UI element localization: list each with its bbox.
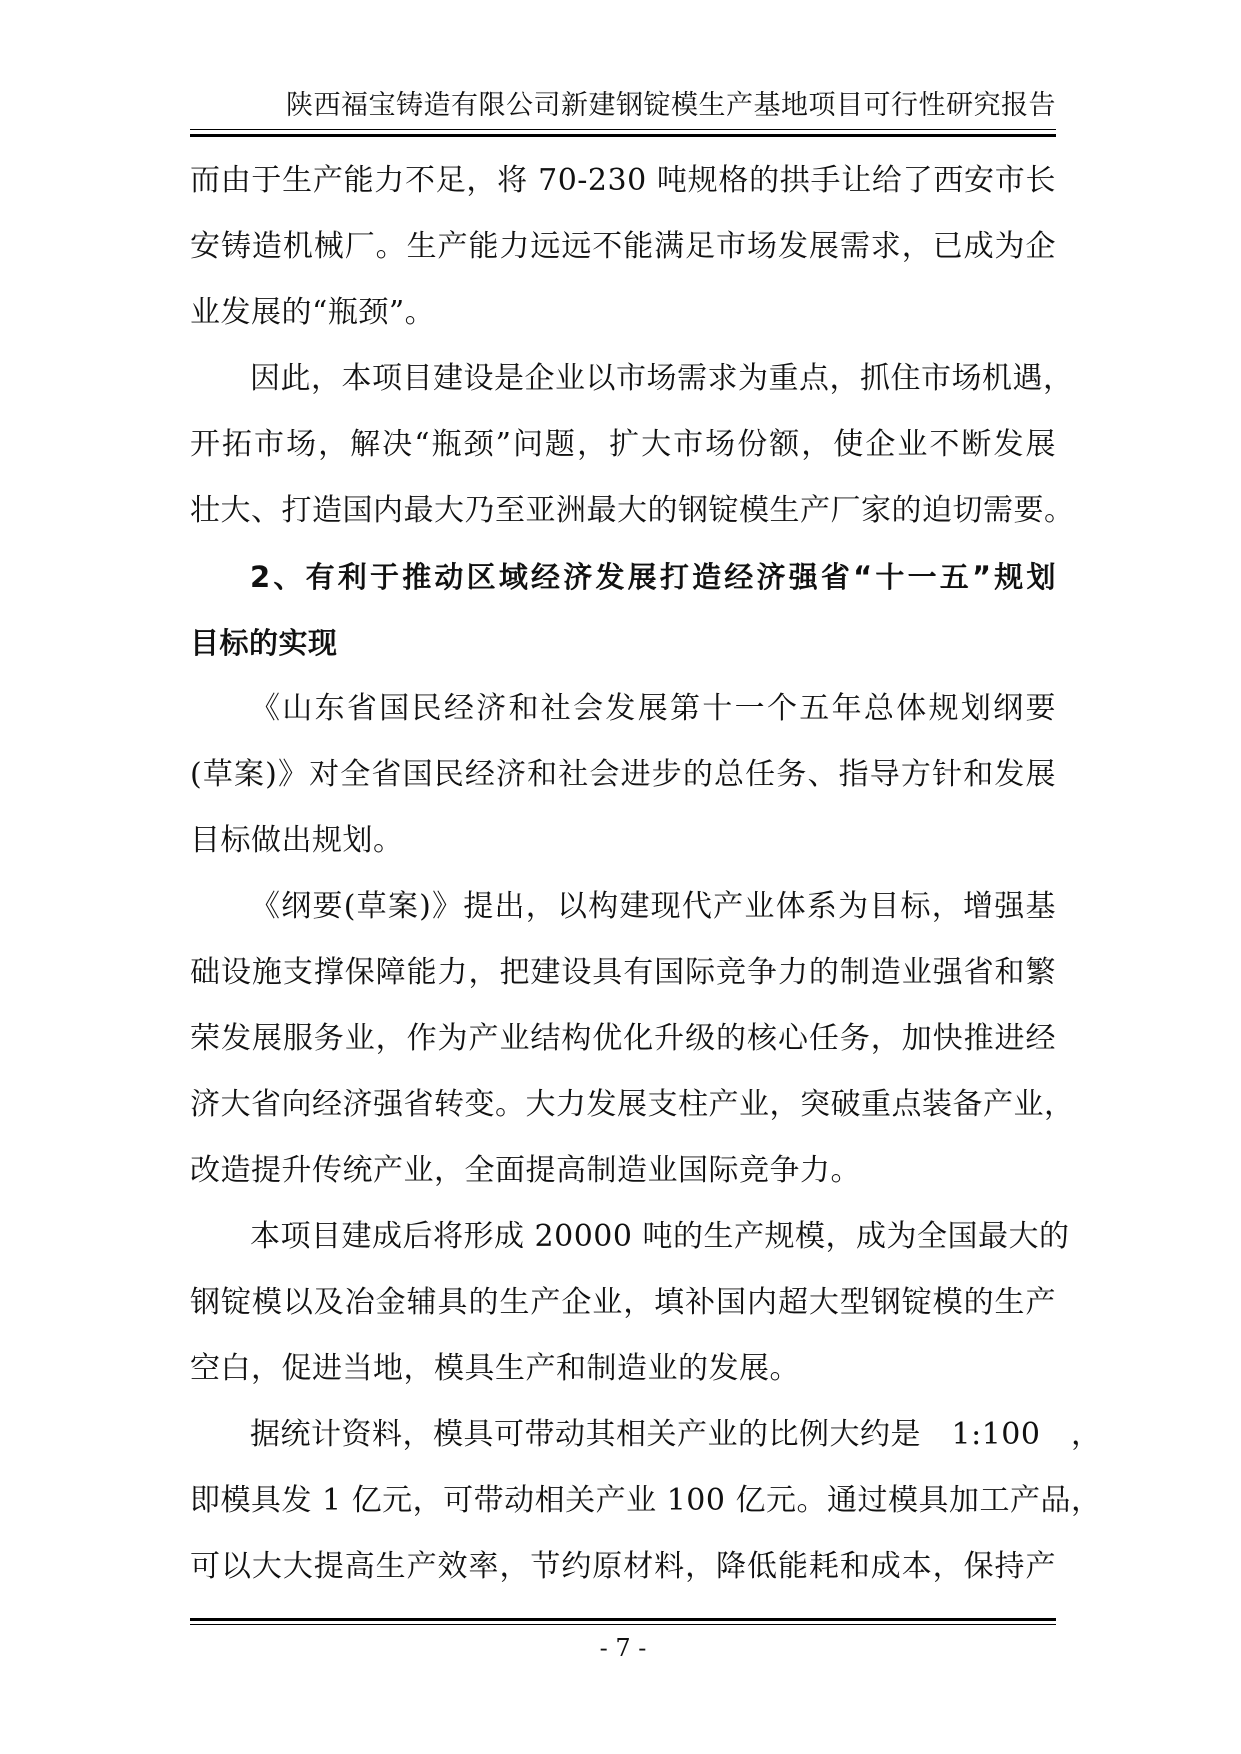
body-line: 因此，本项目建设是企业以市场需求为重点，抓住市场机遇， xyxy=(250,361,1074,396)
body-line: 荣发展服务业，作为产业结构优化升级的核心任务，加快推进经 xyxy=(190,1021,1056,1056)
footer-rule-thick xyxy=(190,1618,1056,1621)
header-rule xyxy=(190,129,1056,130)
body-line: 础设施支撑保障能力，把建设具有国际竞争力的制造业强省和繁 xyxy=(190,955,1056,990)
report-title: 陕西福宝铸造有限公司新建钢锭模生产基地项目可行性研究报告 xyxy=(286,90,1056,121)
body-line: 本项目建成后将形成 20000 吨的生产规模，成为全国最大的 xyxy=(250,1219,1070,1254)
page-footer xyxy=(190,1618,1056,1678)
body-line: 空白，促进当地，模具生产和制造业的发展。 xyxy=(190,1351,800,1386)
header-rule-thick xyxy=(190,134,1056,137)
body-line: 而由于生产能力不足，将 70-230 吨规格的拱手让给了西安市长 xyxy=(190,163,1056,198)
footer-rule xyxy=(190,1624,1056,1625)
section-heading: 2、有利于推动区域经济发展打造经济强省“十一五”规划 xyxy=(250,560,1056,594)
body-line: 开拓市场，解决“瓶颈”问题，扩大市场份额，使企业不断发展 xyxy=(190,427,1056,462)
body-line: 目标做出规划。 xyxy=(190,823,404,858)
body-line: 壮大、打造国内最大乃至亚洲最大的钢锭模生产厂家的迫切需要。 xyxy=(190,493,1075,528)
body-line: 《山东省国民经济和社会发展第十一个五年总体规划纲要 xyxy=(250,691,1056,726)
page-header xyxy=(190,86,1056,138)
body-line: 济大省向经济强省转变。大力发展支柱产业，突破重点装备产业， xyxy=(190,1087,1075,1122)
body-line: 改造提升传统产业，全面提高制造业国际竞争力。 xyxy=(190,1153,861,1188)
body-line: (草案)》对全省国民经济和社会进步的总任务、指导方针和发展 xyxy=(190,757,1056,792)
section-heading-cont: 目标的实现 xyxy=(190,626,338,660)
body-line: 业发展的“瓶颈”。 xyxy=(190,295,436,330)
body-line: 据统计资料，模具可带动其相关产业的比例大约是 1:100 ， xyxy=(250,1417,1102,1452)
body-line: 即模具发 1 亿元，可带动相关产业 100 亿元。通过模具加工产品， xyxy=(190,1483,1102,1518)
body-line: 安铸造机械厂。生产能力远远不能满足市场发展需求，已成为企 xyxy=(190,229,1056,264)
body-line: 《纲要(草案)》提出，以构建现代产业体系为目标，增强基 xyxy=(250,889,1056,924)
page-body xyxy=(190,148,1102,1600)
body-line: 钢锭模以及冶金辅具的生产企业，填补国内超大型钢锭模的生产 xyxy=(190,1285,1056,1320)
body-line: 可以大大提高生产效率，节约原材料，降低能耗和成本，保持产 xyxy=(190,1549,1056,1584)
page-number: - 7 - xyxy=(599,1634,647,1662)
